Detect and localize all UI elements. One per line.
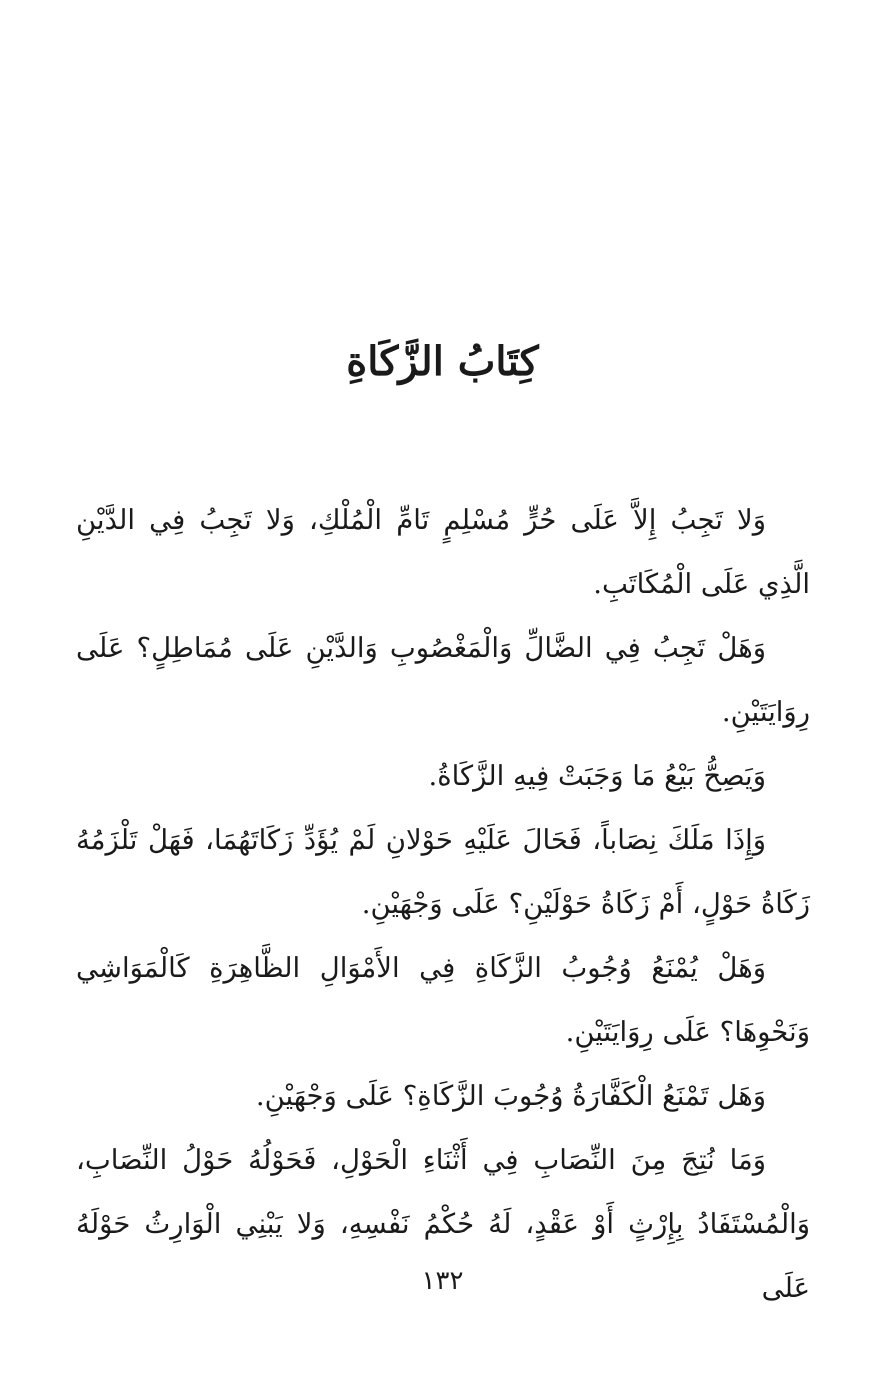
paragraph: وَهَلْ يُمْنَعُ وُجُوبُ الزَّكَاةِ فِي الأَمْوَالِ الظَّاهِرَةِ كَالْمَوَاشِي وَنَحْوِهَا؟ عَلَى رِوَايَتَيْنِ.: [76, 952, 810, 1048]
page-number: ١٣٢: [421, 1266, 464, 1296]
paragraph: وَهَل تَمْنَعُ الْكَفَّارَةُ وُجُوبَ الزَّكَاةِ؟ عَلَى وَجْهَيْنِ.: [255, 1080, 766, 1112]
paragraph: وَهَلْ تَجِبُ فِي الضَّالِّ وَالْمَغْصُوبِ وَالدَّيْنِ عَلَى مُمَاطِلٍ؟ عَلَى رِوَايَتَيْنِ.: [76, 632, 810, 728]
paragraph: وَإِذَا مَلَكَ نِصَاباً، فَحَالَ عَلَيْهِ حَوْلانِ لَمْ يُؤَدِّ زَكَاتَهُمَا، فَهَلْ تَلْزَمُهُ زَكَاةُ حَوْلٍ، أَمْ زَكَاةُ حَوْلَيْنِ؟ عَلَى وَجْهَيْنِ.: [76, 824, 810, 920]
body-text: [76, 488, 810, 1320]
paragraph: وَيَصِحُّ بَيْعُ مَا وَجَبَتْ فِيهِ الزَّكَاةُ.: [428, 760, 766, 792]
paragraph: وَلا تَجِبُ إِلاَّ عَلَى حُرٍّ مُسْلِمٍ تَامِّ الْمُلْكِ، وَلا تَجِبُ فِي الدَّيْنِ الَّذِي عَلَى الْمُكَاتَبِ.: [76, 504, 810, 600]
paragraph: وَمَا نُتِجَ مِنَ النِّصَابِ فِي أَثْنَاءِ الْحَوْلِ، فَحَوْلُهُ حَوْلُ النِّصَابِ، وَالْمُسْتَفَادُ بِإِرْثٍ أَوْ عَقْدٍ، لَهُ حُكْمُ نَفْسِهِ، وَلا يَبْنِي الْوَارِثُ حَوْلَهُ عَلَى: [76, 1144, 810, 1304]
chapter-title: كِتَابُ الزَّكَاةِ: [346, 338, 539, 385]
